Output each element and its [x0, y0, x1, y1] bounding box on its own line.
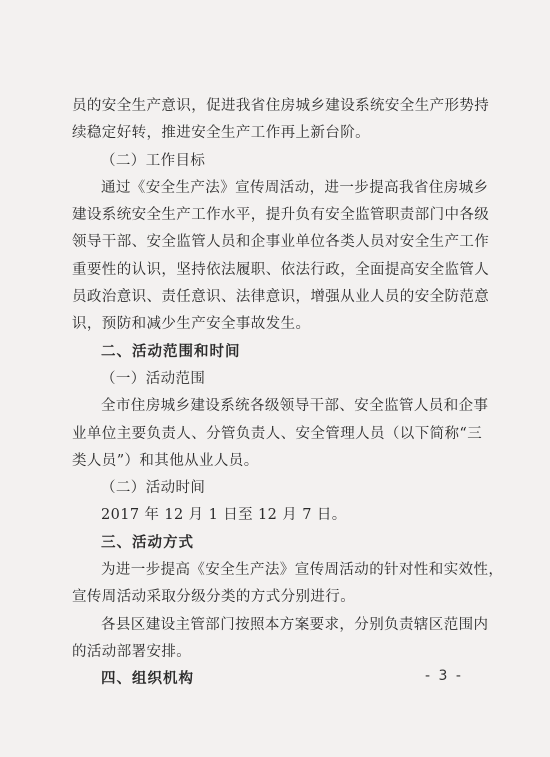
- body-text-line: 续稳定好转，推进安全生产工作再上新台阶。: [72, 125, 370, 142]
- subsection-heading-work-goals: （二）工作目标: [101, 152, 206, 169]
- body-text-line: 的活动部署安排。: [72, 643, 192, 660]
- body-text-line: 识，预防和减少生产安全事故发生。: [72, 316, 311, 333]
- subsection-heading-time: （二）活动时间: [101, 480, 206, 497]
- body-text-line: 宣传周活动采取分级分类的方式分别进行。: [72, 589, 356, 606]
- body-text-line: 业单位主要负责人、分管负责人、安全管理人员（以下简称“三: [72, 425, 483, 442]
- body-text-line: 领导干部、安全监管人员和企事业单位各类人员对安全生产工作: [72, 234, 490, 251]
- section-heading-organization: 四、组织机构: [101, 671, 194, 688]
- section-heading-activity-method: 三、活动方式: [101, 534, 194, 551]
- subsection-heading-scope: （一）活动范围: [101, 370, 206, 387]
- body-text-line: 员政治意识、责任意识、法律意识，增强从业人员的安全防范意: [72, 289, 490, 306]
- body-text-line: 类人员”）和其他从业人员。: [72, 452, 259, 469]
- section-heading-scope-and-time: 二、活动范围和时间: [101, 343, 241, 360]
- body-text-line: 为进一步提高《安全生产法》宣传周活动的针对性和实效性，: [101, 562, 504, 579]
- body-text-line: 建设系统安全生产工作水平，提升负有安全监管职责部门中各级: [72, 207, 490, 224]
- page-number: - 3 -: [425, 668, 463, 684]
- body-text-line: 全市住房城乡建设系统各级领导干部、安全监管人员和企事: [101, 398, 489, 415]
- body-text-line: 通过《安全生产法》宣传周活动，进一步提高我省住房城乡: [101, 179, 489, 196]
- body-text-line: 各县区建设主管部门按照本方案要求，分别负责辖区范围内: [101, 616, 489, 633]
- body-text-line: 重要性的认识，坚持依法履职、依法行政，全面提高安全监管人: [72, 261, 490, 278]
- body-text-line: 员的安全生产意识，促进我省住房城乡建设系统安全生产形势持: [72, 98, 490, 114]
- activity-date-range: 2017 年 12 月 1 日至 12 月 7 日。: [101, 507, 347, 524]
- document-body: [72, 93, 504, 694]
